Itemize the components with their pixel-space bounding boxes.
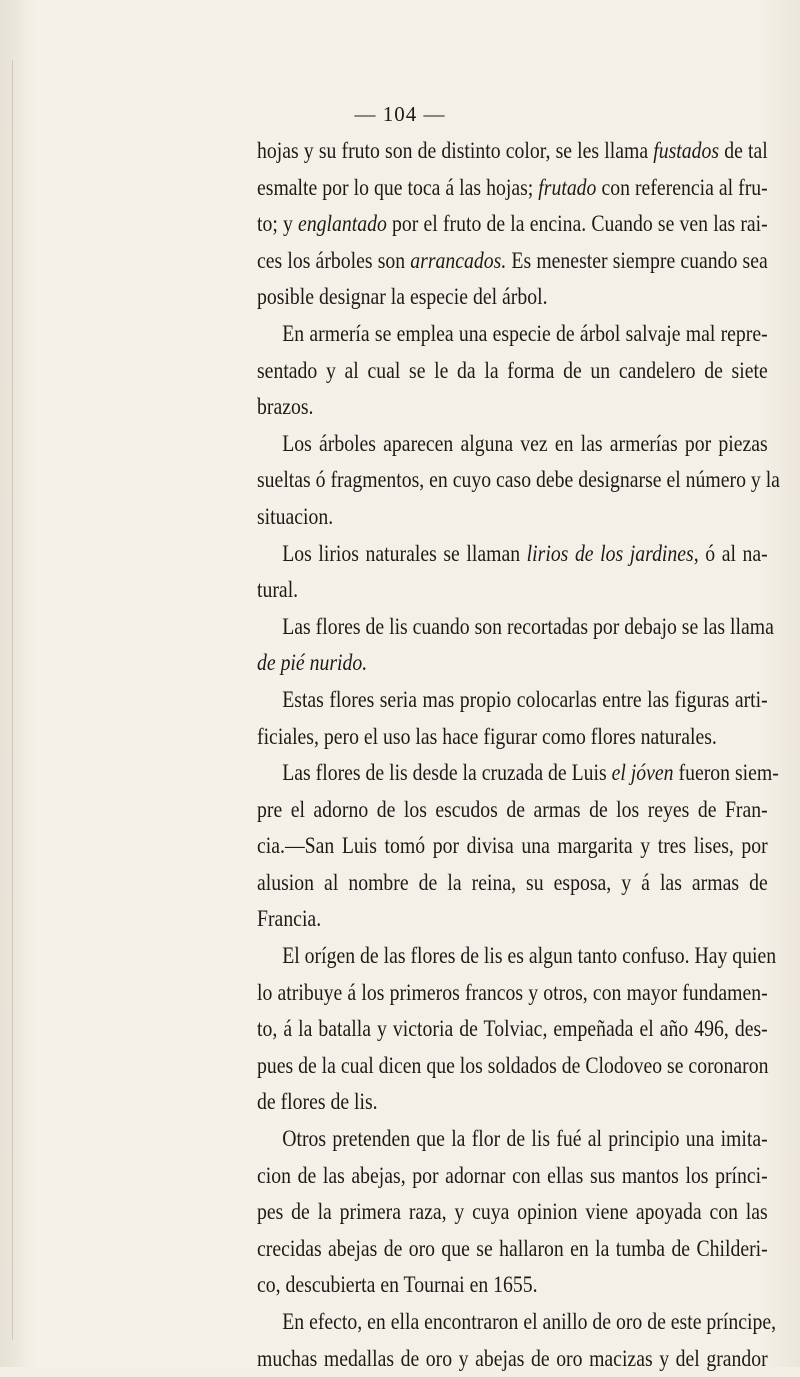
text-line <box>257 609 774 646</box>
text-run: co, descubierta en Tournai en 1655. <box>257 1272 538 1299</box>
italic-term: de pié nurido. <box>257 650 368 677</box>
text-line <box>257 865 768 902</box>
text-line <box>257 901 768 938</box>
italic-term: el jóven <box>611 760 674 787</box>
text-line <box>257 975 768 1012</box>
page-number: — 104 — <box>354 102 446 126</box>
text-line <box>257 1158 768 1195</box>
text-run: brazos. <box>257 394 314 421</box>
text-run: Es menester siempre cuando sea <box>506 247 768 274</box>
text-run: Estas flores seria mas propio colocarlas entre las figuras arti- <box>282 686 768 713</box>
text-run: con referencia al fru- <box>596 174 768 201</box>
italic-term: lirios de los jardines <box>526 540 694 567</box>
text-run: Los árboles aparecen alguna vez en las armerías por piezas <box>282 430 768 457</box>
text-run: Las flores de lis desde la cruzada de Luis <box>282 760 612 787</box>
text-run: hojas y su fruto son de distinto color, se les llama <box>257 138 654 164</box>
italic-term: arrancados. <box>410 247 507 274</box>
text-line <box>257 719 768 756</box>
text-run: , ó al na- <box>693 540 768 567</box>
italic-term: frutado <box>538 174 597 201</box>
text-line <box>257 572 768 609</box>
text-run: tural. <box>257 577 299 604</box>
text-run: Las flores de lis cuando son recortadas por debajo se las llama <box>282 613 774 640</box>
text-line <box>257 353 768 390</box>
text-run: to, á la batalla y victoria de Tolviac, empeñada el año 496, des- <box>257 1016 768 1043</box>
text-run: sueltas ó fragmentos, en cuyo caso debe designarse el número y la <box>257 467 780 494</box>
text-line <box>257 536 768 573</box>
text-run: cion de las abejas, por adornar con ellas sus mantos los prínci- <box>257 1162 768 1189</box>
text-run: situacion. <box>257 503 334 530</box>
text-run: cia.—San Luis tomó por divisa una margarita y tres lises, por <box>257 833 768 860</box>
text-line <box>257 462 780 499</box>
text-run: esmalte por lo que toca á las hojas; <box>257 174 539 201</box>
text-run: Los lirios naturales se llaman <box>282 540 527 567</box>
text-run: pre el adorno de los escudos de armas de los reyes de Fran- <box>257 796 768 823</box>
text-run: alusion al nombre de la reina, su esposa, y á las armas de <box>257 869 768 896</box>
text-line <box>257 1048 768 1085</box>
text-run: muchas medallas de oro y abejas de oro macizas y del grandor <box>257 1345 768 1372</box>
text-run: pues de la cual dicen que los soldados de Clodoveo se coronaron <box>257 1052 769 1079</box>
text-run: to; y <box>257 211 299 238</box>
text-line <box>257 426 768 463</box>
text-line <box>257 645 768 682</box>
text-line <box>257 1084 768 1121</box>
text-line <box>257 243 768 280</box>
text-run: pes de la primera raza, y cuya opinion viene apoyada con las <box>257 1199 768 1226</box>
text-line <box>257 1341 768 1377</box>
italic-term: fustados <box>653 138 720 164</box>
text-run: El orígen de las flores de lis es algun tanto confuso. Hay quien <box>282 943 777 970</box>
text-run: fueron siem- <box>673 760 779 787</box>
text-line <box>257 206 768 243</box>
text-line <box>257 828 768 865</box>
text-line <box>257 133 768 170</box>
italic-term: englantado <box>298 211 387 238</box>
text-run: sentado y al cual se le da la forma de un candelero de siete <box>257 357 768 384</box>
text-run: ces los árboles son <box>257 247 411 274</box>
text-line <box>257 1231 768 1268</box>
text-line <box>257 755 779 792</box>
text-run: por el fruto de la encina. Cuando se ven las rai- <box>386 211 768 238</box>
text-run: de tal <box>719 138 768 164</box>
text-line <box>257 1304 777 1341</box>
text-line <box>257 1194 768 1231</box>
text-run: En armería se emplea una especie de árbol salvaje mal repre- <box>282 320 768 347</box>
text-run: crecidas abejas de oro que se hallaron en la tumba de Childeri- <box>257 1235 768 1262</box>
text-line <box>257 316 768 353</box>
text-line <box>257 682 768 719</box>
text-line <box>257 1267 768 1304</box>
text-line <box>257 279 768 316</box>
text-run: lo atribuye á los primeros francos y otros, con mayor fundamen- <box>257 979 768 1006</box>
text-line <box>257 499 768 536</box>
text-line <box>257 1121 768 1158</box>
text-line <box>257 170 768 207</box>
text-run: Otros pretenden que la flor de lis fué al principio una imita- <box>282 1126 768 1153</box>
text-run: de flores de lis. <box>257 1089 378 1116</box>
body-text <box>257 133 780 1377</box>
text-line <box>257 1011 768 1048</box>
text-run: posible designar la especie del árbol. <box>257 284 548 311</box>
text-run: Francia. <box>257 906 322 933</box>
page-gutter <box>0 0 28 1367</box>
text-run: En efecto, en ella encontraron el anillo de oro de este príncipe, <box>282 1309 777 1335</box>
text-run: ficiales, pero el uso las hace figurar como flores naturales. <box>257 723 717 750</box>
text-line <box>257 792 768 829</box>
text-line <box>257 389 768 426</box>
text-line <box>257 938 777 975</box>
